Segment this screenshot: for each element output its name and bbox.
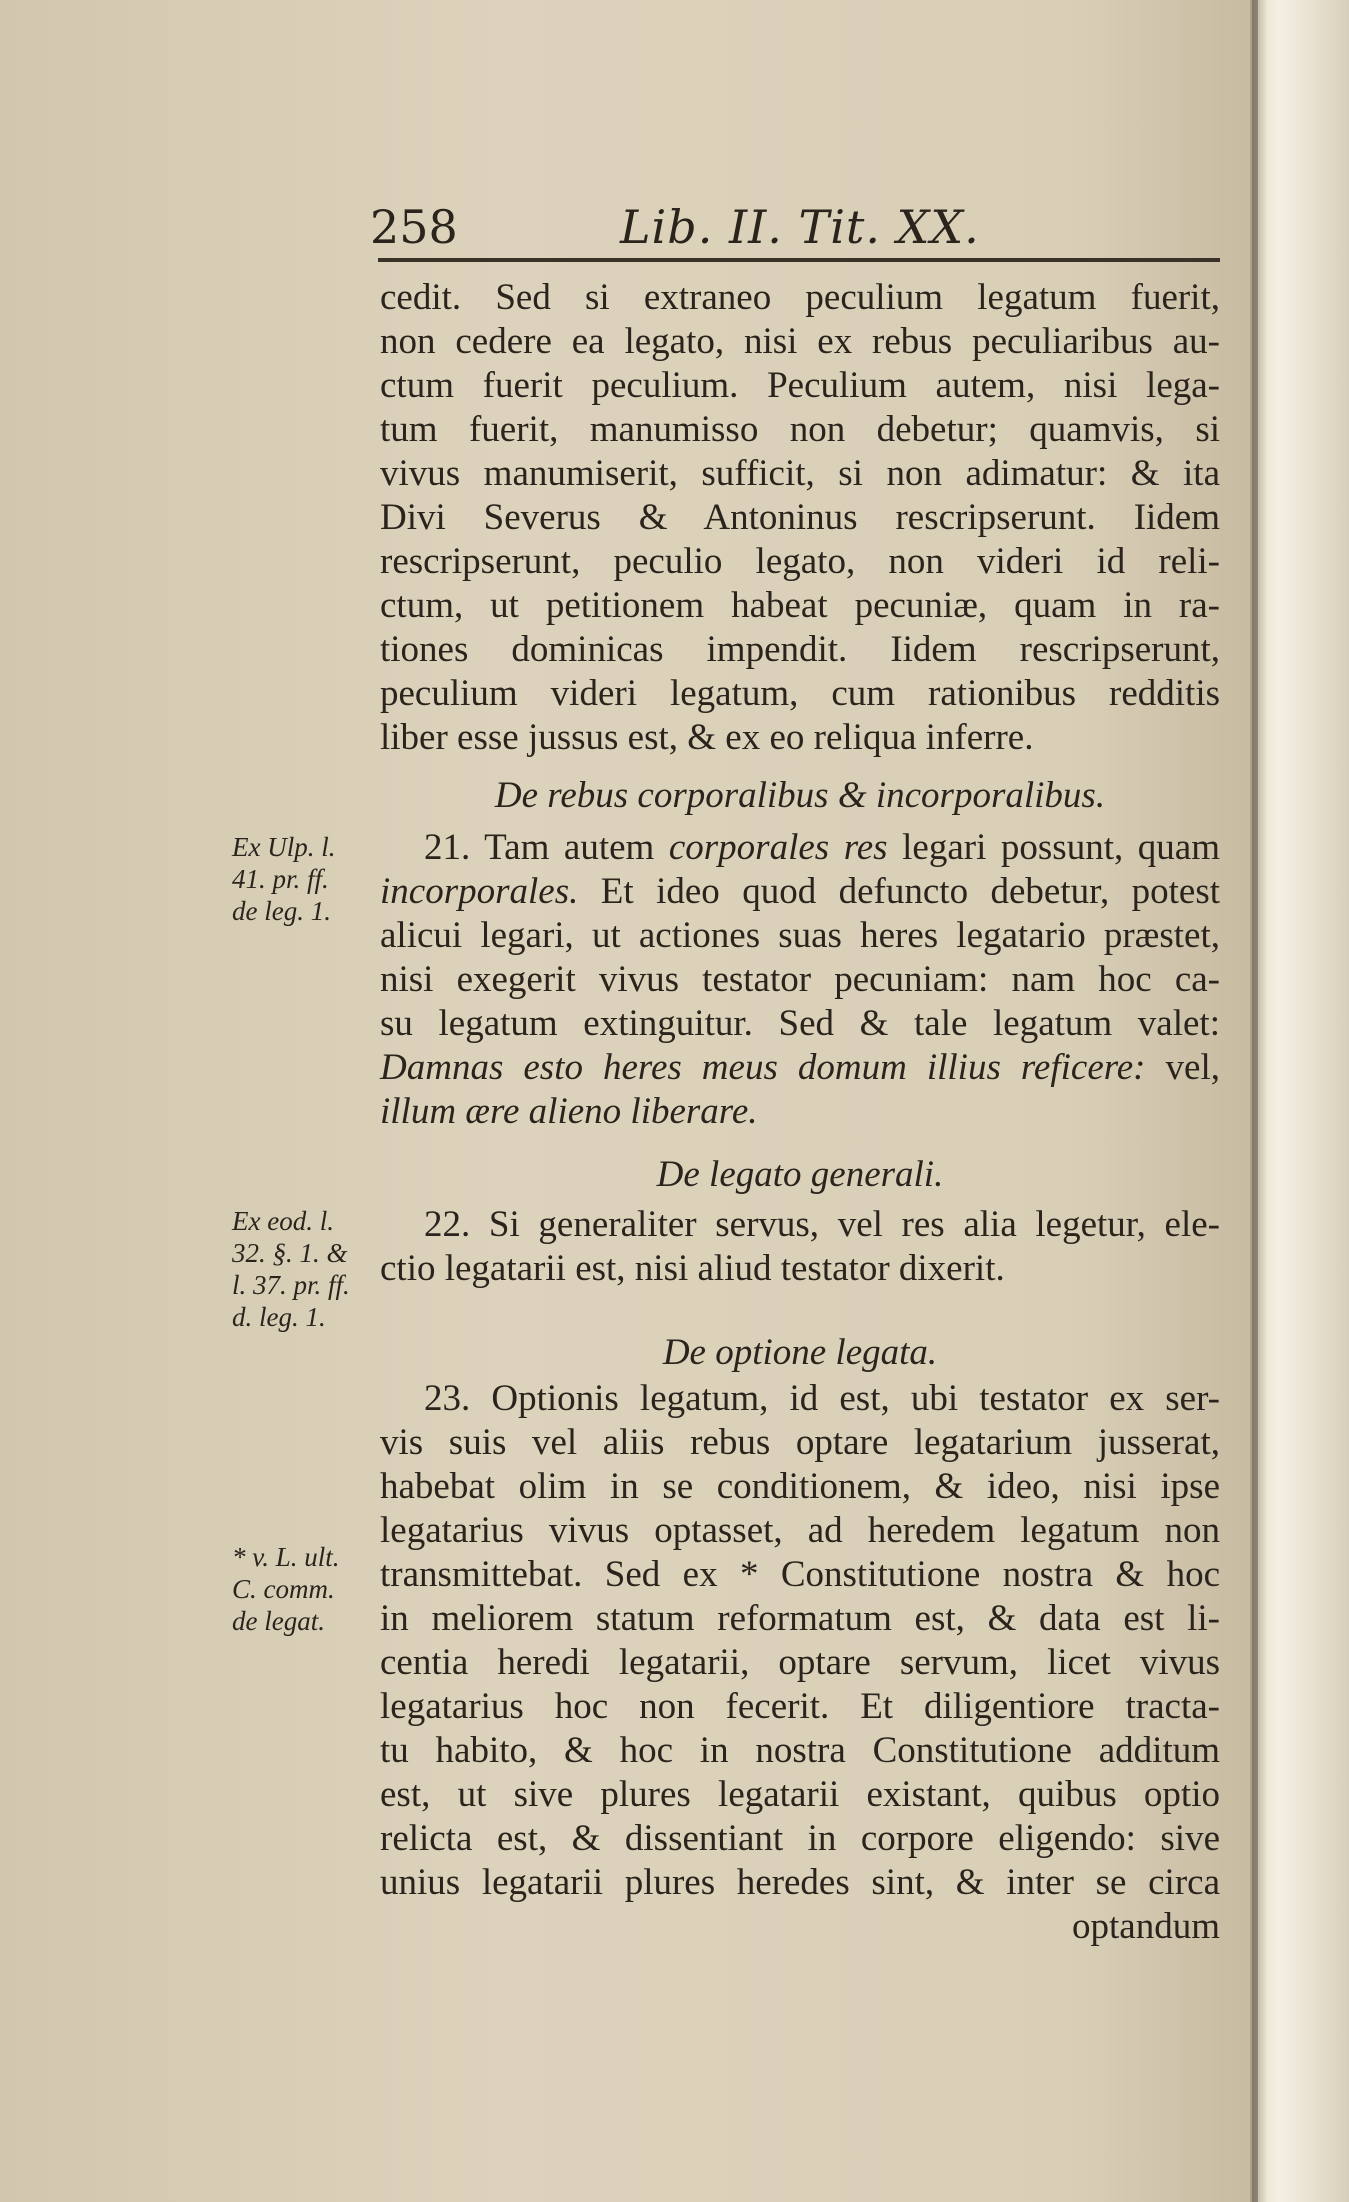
- text-line: transmittebat. Sed ex * Constitutione nostra & hoc: [380, 1554, 1220, 1595]
- text-line: nisi exegerit vivus testator pecuniam: nam hoc ca-: [380, 959, 1220, 1000]
- margin-note: Ex eod. l.: [232, 1206, 334, 1236]
- text-line: ctum fuerit peculium. Peculium autem, nisi lega-: [380, 365, 1220, 406]
- text-line: [380, 825, 1220, 871]
- text-line: in meliorem statum reformatum est, & data est li-: [380, 1598, 1220, 1639]
- text-line: relicta est, & dissentiant in corpore eligendo: sive: [380, 1818, 1220, 1859]
- text-line: illum ære alieno liberare.: [380, 1091, 758, 1132]
- text-line: legatarius hoc non fecerit. Et diligentiore tracta-: [380, 1686, 1220, 1727]
- text-line: vivus manumiserit, sufficit, si non adimatur: & ita: [380, 453, 1220, 494]
- section-heading: De optione legata.: [662, 1332, 938, 1373]
- text-line: tum fuerit, manumisso non debetur; quamvis, si: [380, 409, 1220, 450]
- text-line: liber esse jussus est, & ex eo reliqua inferre.: [380, 717, 1034, 758]
- margin-note: l. 37. pr. ff.: [232, 1270, 350, 1300]
- text-line: legatarius vivus optasset, ad heredem legatum non: [380, 1510, 1220, 1551]
- text-line: cedit. Sed si extraneo peculium legatum fuerit,: [380, 277, 1220, 318]
- text-run: incorporales.: [380, 871, 579, 912]
- text-line: vis suis vel aliis rebus optare legatarium jusserat,: [380, 1422, 1220, 1463]
- page-header: [370, 200, 1250, 260]
- text-run: Damnas esto heres meus domum illius reficere:: [380, 1047, 1146, 1088]
- text-run: Et ideo quod defuncto debetur, potest: [578, 871, 1220, 912]
- text-run: vel,: [1145, 1047, 1220, 1088]
- margin-note: de leg. 1.: [232, 896, 331, 926]
- text-line: su legatum extinguitur. Sed & tale legatum valet:: [380, 1003, 1220, 1044]
- margin-note: Ex Ulp. l.: [232, 832, 336, 862]
- text-line: 22. Si generaliter servus, vel res alia legetur, ele-: [424, 1204, 1220, 1245]
- header-rule: [378, 258, 1220, 262]
- text-line: Divi Severus & Antoninus rescripserunt. Iidem: [380, 497, 1220, 538]
- text-line: rescripserunt, peculio legato, non videri id reli-: [380, 541, 1220, 582]
- section-heading: De legato generali.: [656, 1154, 944, 1195]
- margin-note: * v. L. ult.: [232, 1542, 340, 1572]
- margin-note: de legat.: [232, 1606, 325, 1636]
- text-run: legari possunt, quam: [887, 827, 1220, 868]
- text-line: unius legatarii plures heredes sint, & inter se circa: [380, 1862, 1220, 1903]
- text-line: 23. Optionis legatum, id est, ubi testator ex ser-: [424, 1378, 1220, 1419]
- running-head: Lib. II. Tit. XX.: [620, 200, 980, 254]
- page-number: 258: [370, 200, 458, 254]
- margin-note: C. comm.: [232, 1574, 335, 1604]
- catchword: optandum: [1072, 1906, 1220, 1947]
- text-line: habebat olim in se conditionem, & ideo, nisi ipse: [380, 1466, 1220, 1507]
- text-line: non cedere ea legato, nisi ex rebus peculiaribus au-: [380, 321, 1220, 362]
- text-line: ctum, ut petitionem habeat pecuniæ, quam in ra-: [380, 585, 1220, 626]
- page-gutter-shadow: [1252, 0, 1258, 2202]
- text-line: [380, 1045, 1220, 1091]
- text-run: 21. Tam autem: [424, 827, 669, 868]
- adjacent-page-edge: [1250, 0, 1349, 2202]
- margin-note: 32. §. 1. &: [232, 1238, 348, 1268]
- margin-note: d. leg. 1.: [232, 1302, 326, 1332]
- text-line: tu habito, & hoc in nostra Constitutione additum: [380, 1730, 1220, 1771]
- text-line: est, ut sive plures legatarii existant, quibus optio: [380, 1774, 1220, 1815]
- margin-note: 41. pr. ff.: [232, 864, 329, 894]
- text-line: tiones dominicas impendit. Iidem rescripserunt,: [380, 629, 1220, 670]
- text-run: corporales res: [668, 827, 888, 868]
- text-line: ctio legatarii est, nisi aliud testator dixerit.: [380, 1248, 1005, 1289]
- text-line: centia heredi legatarii, optare servum, licet vivus: [380, 1642, 1220, 1683]
- section-heading: De rebus corporalibus & incorporalibus.: [494, 775, 1106, 816]
- text-line: alicui legari, ut actiones suas heres legatario præstet,: [380, 915, 1220, 956]
- text-line: [380, 869, 1220, 915]
- text-line: peculium videri legatum, cum rationibus redditis: [380, 673, 1220, 714]
